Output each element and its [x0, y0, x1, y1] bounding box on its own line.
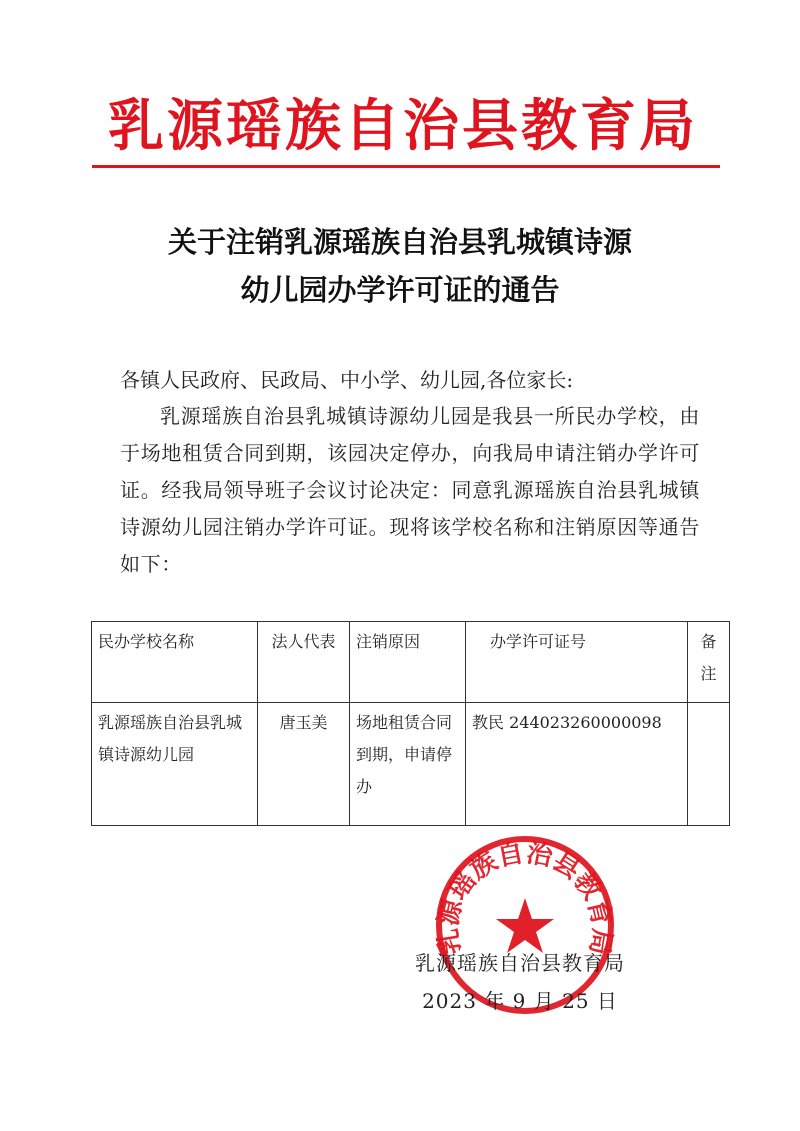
table-row	[92, 703, 730, 826]
agency-masthead: 乳源瑶族自治县教育局	[108, 93, 698, 159]
cell-school-name: 乳源瑶族自治县乳城镇诗源幼儿园	[92, 703, 258, 826]
cell-remark	[688, 703, 730, 826]
table-header-row	[92, 622, 730, 703]
document-title-line-2: 幼儿园办学许可证的通告	[240, 273, 560, 307]
cell-legal-rep: 唐玉美	[258, 703, 350, 826]
school-info-table	[91, 621, 730, 826]
document-title-line-1: 关于注销乳源瑶族自治县乳城镇诗源	[167, 225, 632, 259]
red-star-icon	[496, 898, 554, 953]
header-school-name: 民办学校名称	[92, 622, 258, 703]
header-reason: 注销原因	[350, 622, 466, 703]
body-paragraph: 乳源瑶族自治县乳城镇诗源幼儿园是我县一所民办学校，由于场地租赁合同到期，该园决定停办，向我局申请注销办学许可证。经我局领导班子会议讨论决定：同意乳源瑶族自治县乳城镇诗源幼儿园注销办学许可证。现将该学校名称和注销原因等通告如下：	[120, 404, 700, 576]
issue-date: 2023 年 9 月 25 日	[422, 989, 618, 1013]
issuer-name: 乳源瑶族自治县教育局	[415, 951, 625, 975]
signature-block	[400, 946, 640, 1018]
cell-reason: 场地租赁合同到期，申请停办	[350, 703, 466, 826]
red-divider-line	[92, 165, 720, 168]
cell-license-no: 教民 244023260000098	[466, 703, 688, 826]
header-legal-rep: 法人代表	[258, 622, 350, 703]
header-remark: 备注	[688, 622, 730, 703]
header-license-no: 办学许可证号	[466, 622, 688, 703]
salutation: 各镇人民政府、民政局、中小学、幼儿园,各位家长:	[120, 368, 574, 392]
seal-text: 乳源瑶族自治县教育局	[433, 838, 617, 957]
